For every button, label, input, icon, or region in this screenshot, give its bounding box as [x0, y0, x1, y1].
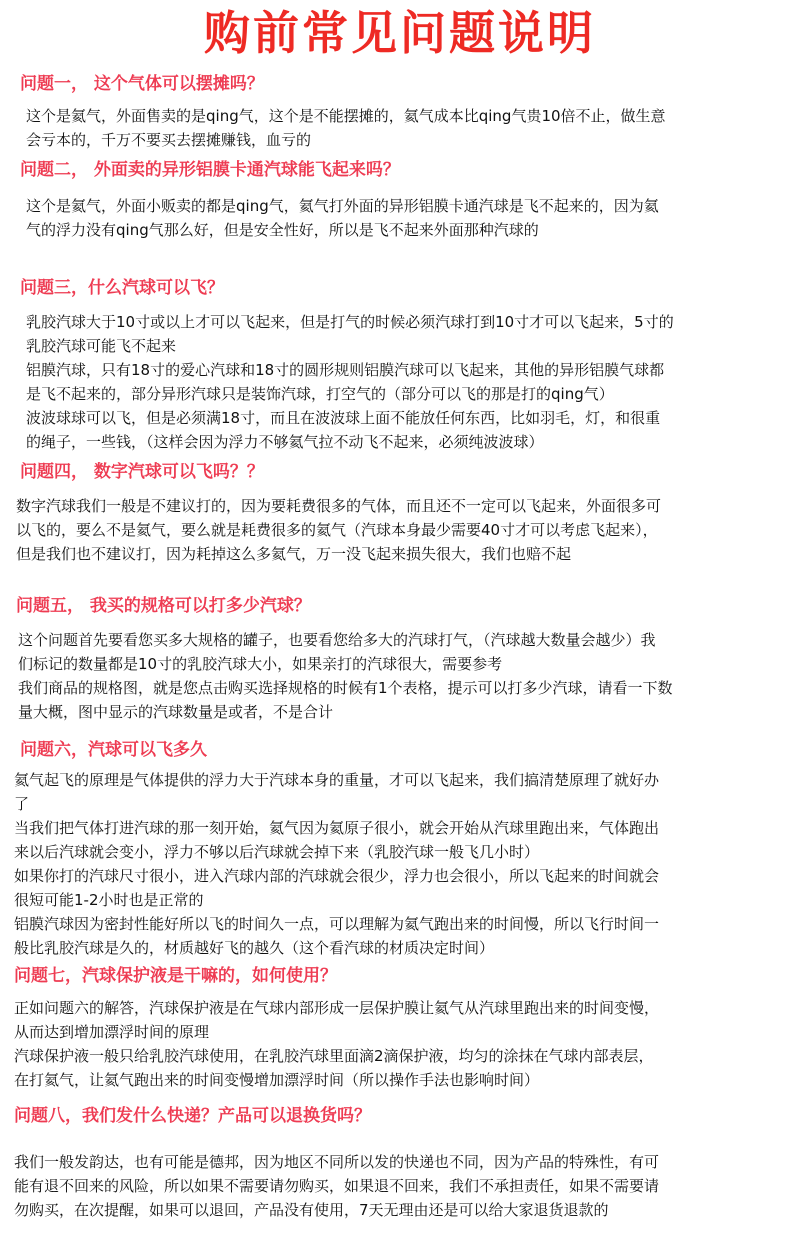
- text-line: 勿购买，在次提醒，如果可以退回，产品没有使用，7天无理由还是可以给大家退货退款的: [14, 1201, 609, 1219]
- text-line: 会亏本的，千万不要买去摆摊赚钱，血亏的: [26, 131, 312, 149]
- question-3-title: 问题三，什么汽球可以飞？: [20, 278, 224, 298]
- question-6-title: 问题六，汽球可以飞多久: [20, 740, 207, 760]
- text-line: 波波球球可以飞，但是必须满18寸，而且在波波球上面不能放任何东西，比如羽毛，灯，和很重: [26, 409, 661, 427]
- text-line: 这个是氦气，外面小贩卖的都是qing气，氦气打外面的异形铝膜卡通汽球是飞不起来的，因为氦: [26, 197, 659, 215]
- page-title: 购前常见问题说明: [204, 6, 596, 60]
- text-line: 来以后汽球就会变小，浮力不够以后汽球就会掉下来（乳胶汽球一般飞几小时）: [14, 843, 540, 861]
- text-line: 这个是氦气，外面售卖的是qing气，这个是不能摆摊的，氦气成本比qing气贵10倍不止，做生意: [26, 107, 666, 125]
- text-line: 当我们把气体打进汽球的那一刻开始，氦气因为氦原子很小，就会开始从汽球里跑出来，气体跑出: [14, 819, 660, 837]
- text-line: 乳胶汽球可能飞不起来: [26, 337, 177, 355]
- text-line: 数字汽球我们一般是不建议打的，因为要耗费很多的气体，而且还不一定可以飞起来，外面很多可: [16, 497, 662, 515]
- question-8-title: 问题八，我们发什么快递？产品可以退换货吗？: [14, 1106, 371, 1126]
- question-3-paragraph-1: [26, 310, 674, 358]
- text-line: 铝膜汽球，只有18寸的爱心汽球和18寸的圆形规则铝膜汽球可以飞起来，其他的异形铝膜气球都: [26, 361, 665, 379]
- text-line: 在打氦气，让氦气跑出来的时间变慢增加漂浮时间（所以操作手法也影响时间）: [14, 1071, 540, 1089]
- text-line: 氦气起飞的原理是气体提供的浮力大于汽球本身的重量，才可以飞起来，我们搞清楚原理了就好办: [14, 771, 660, 789]
- text-line: 了: [14, 795, 30, 813]
- question-5-title: 问题五， 我买的规格可以打多少汽球？: [16, 596, 311, 616]
- question-3-paragraph-3: [26, 406, 660, 454]
- question-4-title: 问题四， 数字汽球可以飞吗？？: [20, 462, 264, 482]
- question-5-paragraph-2: [18, 676, 673, 724]
- question-3-paragraph-2: [26, 358, 664, 406]
- text-line: 这个问题首先要看您买多大规格的罐子，也要看您给多大的汽球打气，（汽球越大数量会越少）我: [18, 631, 656, 649]
- question-1-paragraph-1: [26, 104, 666, 152]
- text-line: 正如问题六的解答，汽球保护液是在气球内部形成一层保护膜让氦气从汽球里跑出来的时间变慢，: [14, 999, 660, 1017]
- text-line: 气的浮力没有qing气那么好，但是安全性好，所以是飞不起来外面那种汽球的: [26, 221, 539, 239]
- text-line: 但是我们也不建议打，因为耗掉这么多氦气，万一没飞起来损失很大，我们也赔不起: [16, 545, 572, 563]
- question-8-paragraph-1: [14, 1150, 659, 1222]
- question-5-paragraph-1: [18, 628, 656, 676]
- text-line: 般比乳胶汽球是久的，材质越好飞的越久（这个看汽球的材质决定时间）: [14, 939, 495, 957]
- question-7-paragraph-2: [14, 1044, 654, 1092]
- text-line: 能有退不回来的风险，所以如果不需要请勿购买，如果退不回来，我们不承担责任，如果不需要请: [14, 1177, 660, 1195]
- question-6-paragraph-4: [14, 912, 659, 960]
- question-1-title: 问题一， 这个气体可以摆摊吗？: [20, 74, 264, 94]
- text-line: 很短可能1-2小时也是正常的: [14, 891, 204, 909]
- text-line: 是飞不起来的，部分异形汽球只是装饰汽球，打空气的（部分可以飞的那是打的qing气）: [26, 385, 614, 403]
- question-6-paragraph-1: [14, 768, 659, 816]
- text-line: 量大概，图中显示的汽球数量是或者，不是合计: [18, 703, 334, 721]
- text-line: 以飞的，要么不是氦气，要么就是耗费很多的氦气（汽球本身最少需要40寸才可以考虑飞起来），: [16, 521, 658, 539]
- question-6-paragraph-3: [14, 864, 659, 912]
- question-4-paragraph-1: [16, 494, 661, 566]
- question-7-paragraph-1: [14, 996, 659, 1044]
- text-line: 我们商品的规格图，就是您点击购买选择规格的时候有1个表格，提示可以打多少汽球，请看一下数: [18, 679, 673, 697]
- text-line: 汽球保护液一般只给乳胶汽球使用，在乳胶汽球里面滴2滴保护液，均匀的涂抹在气球内部表层，: [14, 1047, 654, 1065]
- text-line: 们标记的数量都是10寸的乳胶汽球大小，如果亲打的汽球很大，需要参考: [18, 655, 503, 673]
- text-line: 乳胶汽球大于10寸或以上才可以飞起来，但是打气的时候必须汽球打到10寸才可以飞起来，5寸的: [26, 313, 674, 331]
- question-7-title: 问题七，汽球保护液是干嘛的，如何使用？: [14, 966, 337, 986]
- text-line: 的绳子，一些钱，（这样会因为浮力不够氦气拉不动飞不起来，必须纯波波球）: [26, 433, 544, 451]
- question-2-title: 问题二， 外面卖的异形铝膜卡通汽球能飞起来吗？: [20, 160, 400, 180]
- text-line: 如果你打的汽球尺寸很小，进入汽球内部的汽球就会很少，浮力也会很小，所以飞起来的时间就会: [14, 867, 660, 885]
- text-line: 铝膜汽球因为密封性能好所以飞的时间久一点，可以理解为氦气跑出来的时间慢，所以飞行时间一: [14, 915, 660, 933]
- text-line: 从而达到增加漂浮时间的原理: [14, 1023, 210, 1041]
- question-2-paragraph-1: [26, 194, 659, 242]
- text-line: 我们一般发韵达，也有可能是德邦，因为地区不同所以发的快递也不同，因为产品的特殊性，有可: [14, 1153, 660, 1171]
- question-6-paragraph-2: [14, 816, 659, 864]
